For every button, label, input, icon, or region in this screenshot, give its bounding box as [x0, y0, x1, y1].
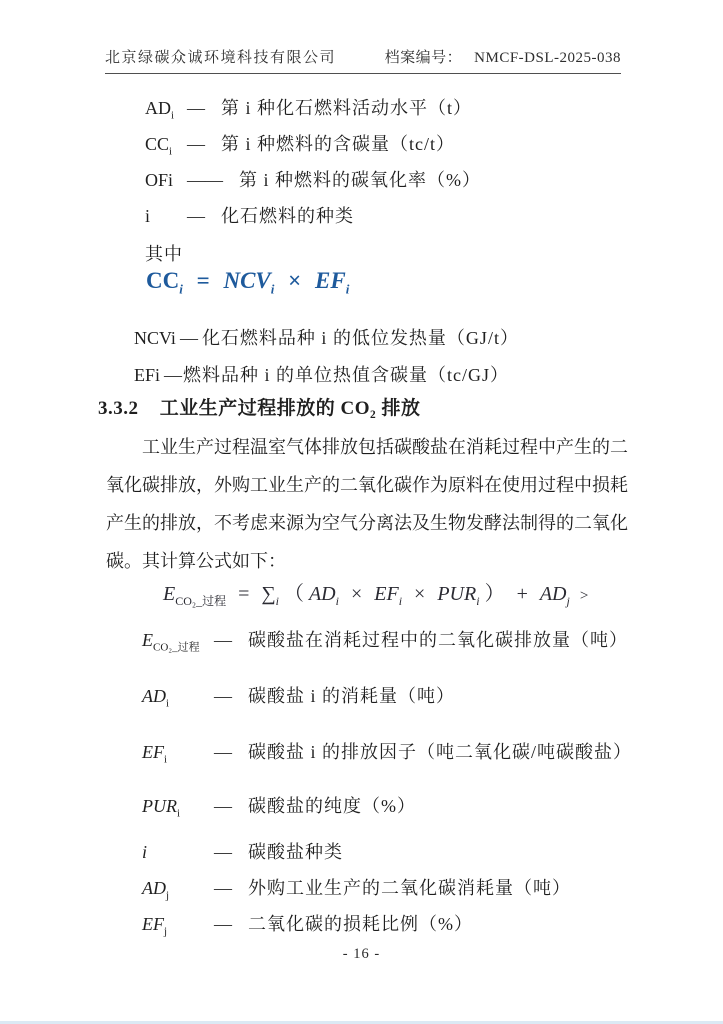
- definition-text: 第 i 种化石燃料活动水平（t）: [221, 98, 473, 118]
- efi-definition: [134, 361, 509, 387]
- carbonate-definition-row: [142, 626, 628, 655]
- page-header: [105, 46, 621, 74]
- variable-symbol: NCVi: [134, 328, 176, 348]
- definition-text: 碳酸盐的纯度（%）: [248, 796, 416, 816]
- definition-text: 第 i 种燃料的含碳量（tc/t）: [221, 134, 455, 154]
- fuel-definition-row: [145, 202, 354, 230]
- cc-formula: $CC_i = NCV_i \times EF_i$: [146, 268, 350, 297]
- definition-text: 化石燃料的种类: [221, 206, 354, 226]
- definition-dash: —: [214, 630, 232, 650]
- carbonate-definition-row: [142, 792, 416, 820]
- definition-dash: —: [187, 206, 205, 226]
- ncv-definition: [134, 324, 519, 350]
- definition-dash: —: [187, 98, 205, 118]
- page-number: - 16 -: [342, 946, 381, 962]
- variable-symbol: i: [145, 206, 151, 226]
- variable-symbol: $PUR_i$: [142, 796, 181, 820]
- archive-number-group: [385, 46, 621, 67]
- definition-dash: —: [214, 878, 232, 898]
- variable-symbol: $AD_i$: [142, 686, 170, 710]
- variable-symbol: $EF_i$: [142, 742, 168, 766]
- variable-symbol: $CC_i$: [145, 134, 173, 158]
- variable-symbol: OFi: [145, 170, 174, 190]
- definition-text: 第 i 种燃料的碳氧化率（%）: [239, 170, 481, 190]
- company-name: 北京绿碳众诚环境科技有限公司: [105, 50, 337, 66]
- definition-text: 二氧化碳的损耗比例（%）: [248, 914, 473, 934]
- definition-text: 化石燃料品种 i 的低位发热量（GJ/t）: [201, 328, 519, 348]
- definition-dash: —: [187, 134, 205, 154]
- carbonate-definition-row: [142, 738, 632, 766]
- carbonate-definition-row: [142, 874, 571, 902]
- variable-symbol: $AD_i$: [145, 98, 175, 122]
- section-heading: [98, 393, 420, 420]
- variable-symbol: $E_{CO_2\_过程}$: [142, 630, 200, 654]
- definition-dash: —: [179, 328, 198, 348]
- archive-label: 档案编号：: [384, 50, 463, 66]
- definition-text: 燃料品种 i 的单位热值含碳量（tc/GJ）: [183, 365, 510, 385]
- carbonate-definition-row: [142, 910, 473, 938]
- variable-symbol: EFi: [134, 365, 161, 385]
- definition-text: 碳酸盐在消耗过程中的二氧化碳排放量（吨）: [248, 630, 628, 650]
- definition-dash: —: [214, 796, 232, 816]
- definition-dash: —: [214, 842, 232, 862]
- among-label: 其中: [145, 244, 183, 264]
- definition-text: 碳酸盐种类: [248, 842, 343, 862]
- fuel-definition-row: [145, 94, 472, 122]
- section-number: 3.3.2: [98, 398, 139, 419]
- section-title: 工业生产过程排放的 CO₂ 排放: [159, 398, 421, 419]
- definition-dash: —: [214, 686, 232, 706]
- definition-dash: —: [164, 365, 183, 385]
- body-paragraph: 工业生产过程温室气体排放包括碳酸盐在消耗过程中产生的二氧化碳排放，外购工业生产的二氧化碳作为原料在使用过程中损耗产生的排放，不考虑来源为空气分离法及生物发酵法制得的二氧化碳。其计算公式如下：: [106, 437, 628, 571]
- definition-text: 外购工业生产的二氧化碳消耗量（吨）: [248, 878, 571, 898]
- archive-number: NMCF-DSL-2025-038: [474, 50, 621, 66]
- carbonate-definition-row: [142, 838, 343, 866]
- definition-text: 碳酸盐 i 的排放因子（吨二氧化碳/吨碳酸盐）: [248, 742, 632, 762]
- variable-symbol: $AD_j$: [142, 878, 170, 902]
- variable-symbol: $EF_j$: [142, 914, 168, 938]
- fuel-definition-row: [145, 130, 455, 158]
- definition-dash: —: [214, 914, 232, 934]
- definition-dash: ——: [187, 170, 223, 190]
- definition-dash: —: [214, 742, 232, 762]
- definition-text: 碳酸盐 i 的消耗量（吨）: [248, 686, 455, 706]
- fuel-definition-row: [145, 166, 481, 194]
- variable-symbol: i: [142, 842, 148, 862]
- process-emission-formula: $E_{CO_2\_过程} = \sum_i$ （ $AD_i \times EF_i \times PUR_i$ ） + $AD_j$ >: [163, 583, 589, 608]
- carbonate-definition-row: [142, 682, 455, 710]
